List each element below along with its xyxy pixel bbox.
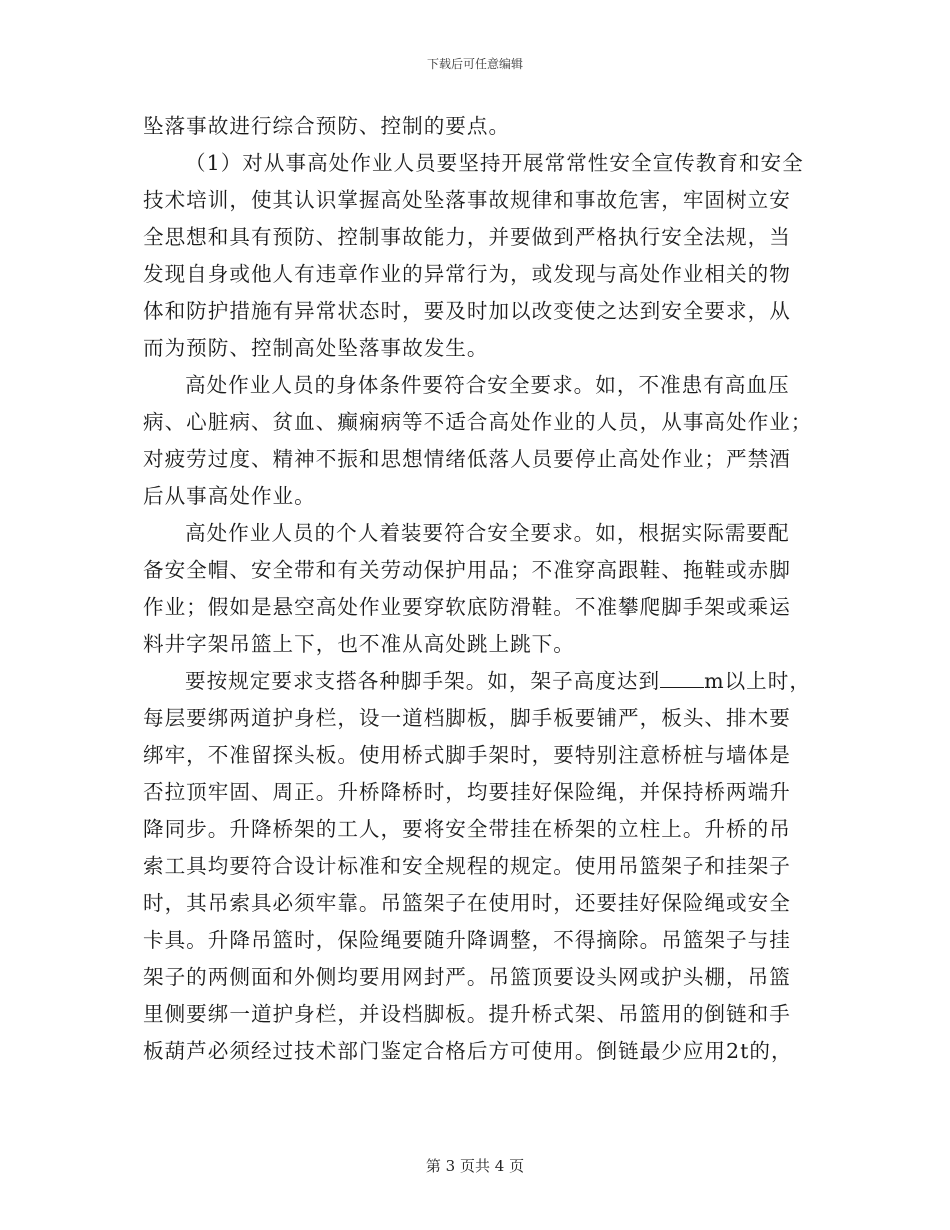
text-line: 作业；假如是悬空高处作业要穿软底防滑鞋。不准攀爬脚手架或乘运 [143,595,791,619]
text-line: 坠落事故进行综合预防、控制的要点。 [143,114,511,138]
text-line: 后从事高处作业。 [143,484,316,508]
text-line: 架子的两侧面和外侧均要用网封严。吊篮顶要设头网或护头棚，吊篮 [143,965,791,989]
text-line: 索工具均要符合设计标准和安全规程的规定。使用吊篮架子和挂架子 [143,854,791,878]
page-header: 下载后可任意编辑 [426,57,523,71]
text-line: 体和防护措施有异常状态时，要及时加以改变使之达到安全要求，从 [143,299,791,323]
text-line: 发现自身或他人有违章作业的异常行为，或发现与高处作业相关的物 [143,262,791,286]
text-line: 而为预防、控制高处坠落事故发生。 [143,336,489,360]
text-segment: m以上时， [704,669,811,693]
document-body [143,108,813,1070]
text-line: 卡具。升降吊篮时，保险绳要随升降调整，不得摘除。吊篮架子与挂 [143,928,791,952]
text-line: 每层要绑两道护身栏，设一道档脚板，脚手板要铺严，板头、排木要 [143,706,791,730]
text-line: 高处作业人员的个人着装要符合安全要求。如，根据实际需要配 [185,521,790,545]
text-line: 时，其吊索具必须牢靠。吊篮架子在使用时，还要挂好保险绳或安全 [143,891,791,915]
text-line: 病、心脏病、贫血、癫痫病等不适合高处作业的人员，从事高处作业； [143,410,813,434]
text-line: （1）对从事高处作业人员要坚持开展常常性安全宣传教育和安全 [185,151,804,175]
text-line: 高处作业人员的身体条件要符合安全要求。如，不准患有高血压 [185,373,790,397]
text-line: 绑牢，不准留探头板。使用桥式脚手架时，要特别注意桥桩与墙体是 [143,743,791,767]
fill-in-blank [660,665,704,688]
text-line: 对疲劳过度、精神不振和思想情绪低落人员要停止高处作业；严禁酒 [143,447,791,471]
page-number-footer: 第 3 页共 4 页 [425,1157,525,1175]
text-line: 板葫芦必须经过技术部门鉴定合格后方可使用。倒链最少应用2t的， [143,1039,793,1063]
text-line-with-blank [143,663,811,700]
text-line: 降同步。升降桥架的工人，要将安全带挂在桥架的立柱上。升桥的吊 [143,817,791,841]
text-line: 技术培训，使其认识掌握高处坠落事故规律和事故危害，牢固树立安 [143,188,791,212]
text-line: 否拉顶牢固、周正。升桥降桥时，均要挂好保险绳，并保持桥两端升 [143,780,791,804]
text-line: 料井字架吊篮上下，也不准从高处跳上跳下。 [143,632,575,656]
text-segment: 要按规定要求支搭各种脚手架。如，架子高度达到 [185,669,661,693]
text-line: 全思想和具有预防、控制事故能力，并要做到严格执行安全法规，当 [143,225,791,249]
text-line: 备安全帽、安全带和有关劳动保护用品；不准穿高跟鞋、拖鞋或赤脚 [143,558,791,582]
text-line: 里侧要绑一道护身栏，并设档脚板。提升桥式架、吊篮用的倒链和手 [143,1002,791,1026]
